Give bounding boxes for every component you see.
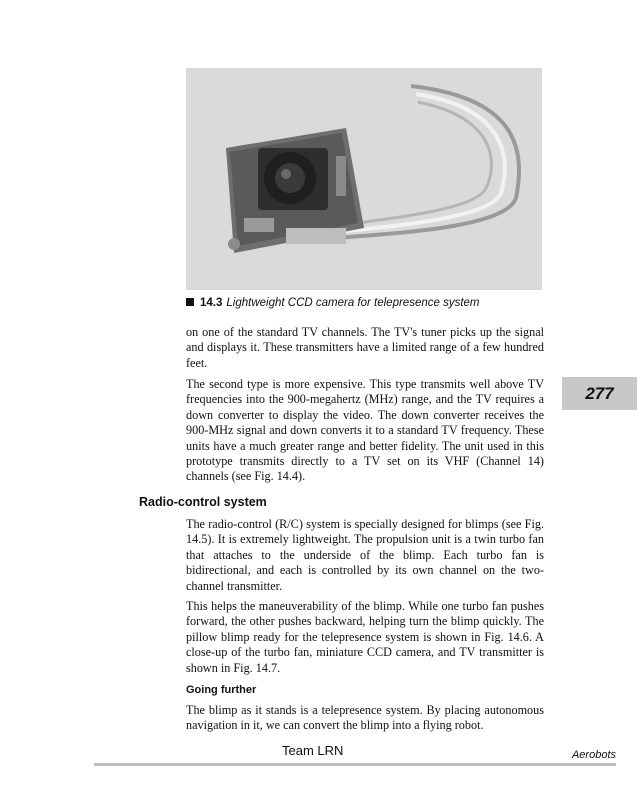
- figure-caption-text: Lightweight CCD camera for telepresence system: [226, 297, 480, 309]
- subsection-heading: Going further: [186, 684, 257, 696]
- footer-book-title: Aerobots: [571, 749, 616, 761]
- caption-square-icon: [186, 298, 194, 306]
- ccd-camera-photo: [186, 68, 542, 290]
- figure-caption: [186, 295, 546, 311]
- paragraph-4: This helps the maneuverability of the blimp. While one turbo fan pushes forward, the other pushes backward, helping turn the blimp quickly. The pillow blimp ready for the telepresence system is shown in Fig. 14.6. A close-up of the turbo fan, miniature CCD camera, and TV transmitter is shown in Fig. 14.7.: [186, 599, 544, 675]
- page-number-tab: [562, 377, 637, 410]
- figure-photo: [186, 68, 542, 290]
- page-number: 277: [585, 383, 614, 403]
- footer-rule: [94, 763, 616, 766]
- paragraph-1: on one of the standard TV channels. The TV's tuner picks up the signal and displays it. These transmitters have a limited range of a few hundred feet.: [186, 325, 544, 370]
- paragraph-5: The blimp as it stands is a telepresence system. By placing autonomous navigation in it, we can convert the blimp into a flying robot.: [186, 703, 544, 733]
- figure-number: 14.3: [200, 297, 223, 309]
- section-heading: Radio-control system: [139, 495, 267, 509]
- footer-team: Team LRN: [282, 743, 344, 758]
- paragraph-2: The second type is more expensive. This type transmits well above TV frequencies into the 900-megahertz (MHz) range, and the TV requires a down converter to display the video. The down converter receives the 900-MHz signal and down converts it to a standard TV frequency. These units have a much greater range and better fidelity. The unit used in this prototype transmits directly to a TV set on its VHF (Channel 14) channels (see Fig. 14.4).: [186, 377, 544, 484]
- paragraph-3: The radio-control (R/C) system is specially designed for blimps (see Fig. 14.5). It is extremely lightweight. The propulsion unit is a twin turbo fan that attaches to the underside of the blimp. Each turbo fan is bidirectional, and each is controlled by its own channel on the two-channel transmitter.: [186, 517, 544, 593]
